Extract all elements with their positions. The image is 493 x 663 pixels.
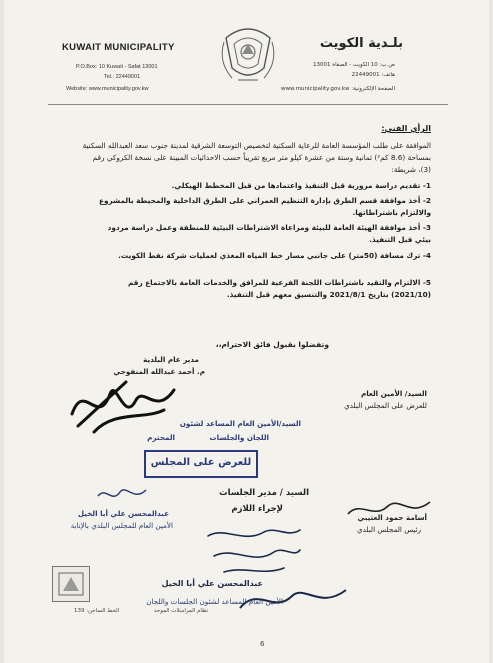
ali-title: الأمين العام للمجلس البلدي بالإنابة [70, 521, 173, 530]
condition-item: 2- أخذ موافقة قسم الطرق بإدارة التنظيم العمراني على الطرق الداخلية والمحيطة بالمشروع والالتزام باشتراطاتها. [99, 196, 431, 217]
ali-name: عبدالمحسن علي أبا الخيل [77, 509, 169, 518]
letterhead-en-website: Website: www.municipality.gov.kw [66, 86, 149, 92]
footer-hotline: الخط الساخن: 139 [74, 608, 120, 614]
bottom-signature-icon [234, 580, 354, 620]
director-title: مدير عام البلدية [143, 355, 199, 364]
opinion-heading: الرأي الفني: [381, 124, 431, 133]
ali-signature-icon [94, 482, 154, 508]
secretary-subtitle: للعرض على المجلس البلدي [344, 401, 427, 410]
condition-item: 1- تقديم دراسة مرورية قبل التنفيذ واعتمادها من قبل المخطط الهيكلي. [171, 181, 431, 190]
chair-title: رئيس المجلس البلدي [356, 525, 421, 534]
director-signature-icon [64, 370, 184, 440]
condition-item: 5- الالتزام والتقيد باشتراطات اللجنة الفرعية للمرافق والخدمات العامة بالاجتماع رقم (2021/10) بتاريخ 2021/8/1 والتنسيق معهم قبل التنفيذ. [127, 278, 431, 299]
letterhead-ar-name: بلـدية الكويت [319, 36, 403, 51]
letterhead-en-name: KUWAIT MUNICIPALITY [62, 42, 175, 53]
letterhead-ar-tel: هاتف: 22449001 [351, 72, 395, 78]
letterhead-en-tel: Tel.: 22449001 [104, 74, 141, 80]
director-name: م. أحمد عبدالله المنفوحي [113, 367, 205, 376]
bottom-signatory-title: الأمين العام المساعد لشئون الجلسات واللجان [146, 597, 283, 606]
letterhead-ar-website: الصفحة الإلكترونية: www.municipality.gov.kw [280, 86, 395, 92]
document-page [4, 0, 489, 663]
stamp-presentation: للعرض على المجلس [144, 450, 258, 478]
asst-secretary-sub: اللجان والجلسات [209, 433, 269, 442]
kuwait-emblem-icon [220, 22, 276, 92]
condition-item: 4- ترك مسافة (50متر) على جانبي مسار خط المياه المغذي لعمليات شركة نفط الكويت. [118, 251, 431, 260]
header-divider [48, 104, 448, 105]
handwritten-note-icon [204, 522, 304, 578]
asst-secretary-respect: المحترم [147, 433, 175, 442]
sessions-action: لإجراء اللازم [231, 504, 283, 514]
asst-secretary-title: السيد/الأمين العام المساعد لشئون [179, 419, 301, 428]
chair-name: أسامة حمود العتيبي [357, 513, 427, 522]
sessions-director-title: السيد / مدير الجلسات [219, 488, 309, 498]
secretary-title: السيد/ الأمين العام [360, 389, 427, 398]
logo-stamp-box [52, 566, 90, 602]
condition-item: 3- أخذ موافقة الهيئة العامة للبيئة ومراعاة الاشتراطات البيئية للمنطقة وعمل دراسة مردود بيئي قبل التنفيذ. [107, 223, 431, 244]
opinion-intro: الموافقة على طلب المؤسسة العامة للرعاية السكنية لتخصيص التوسعة الشرقية لمدينة جنوب سعد العبدالله السكنية بمساحة (8.6 كم²) ثمانية وستة من عشرة كيلو متر مربع تقريباً حسب الاحداثيات المبينة على نسخة الكروكي رقم (3)، شريطة: [82, 141, 431, 174]
page-number: 6 [260, 640, 265, 648]
letterhead-en-address: P.O.Box: 10 Kuwait - Safat 13001 [76, 64, 158, 70]
municipality-logo-icon [53, 567, 89, 601]
footer-system: نظام المراسلات الموحد [154, 608, 209, 614]
letterhead-ar-address: ص.ب: 10 الكويت - الصفاة 13001 [313, 62, 395, 68]
bottom-signatory-name: عبدالمحسن علي أبا الخيل [161, 579, 263, 588]
closing-line: وتفضلوا بقبول فائق الاحترام،، [215, 340, 329, 349]
